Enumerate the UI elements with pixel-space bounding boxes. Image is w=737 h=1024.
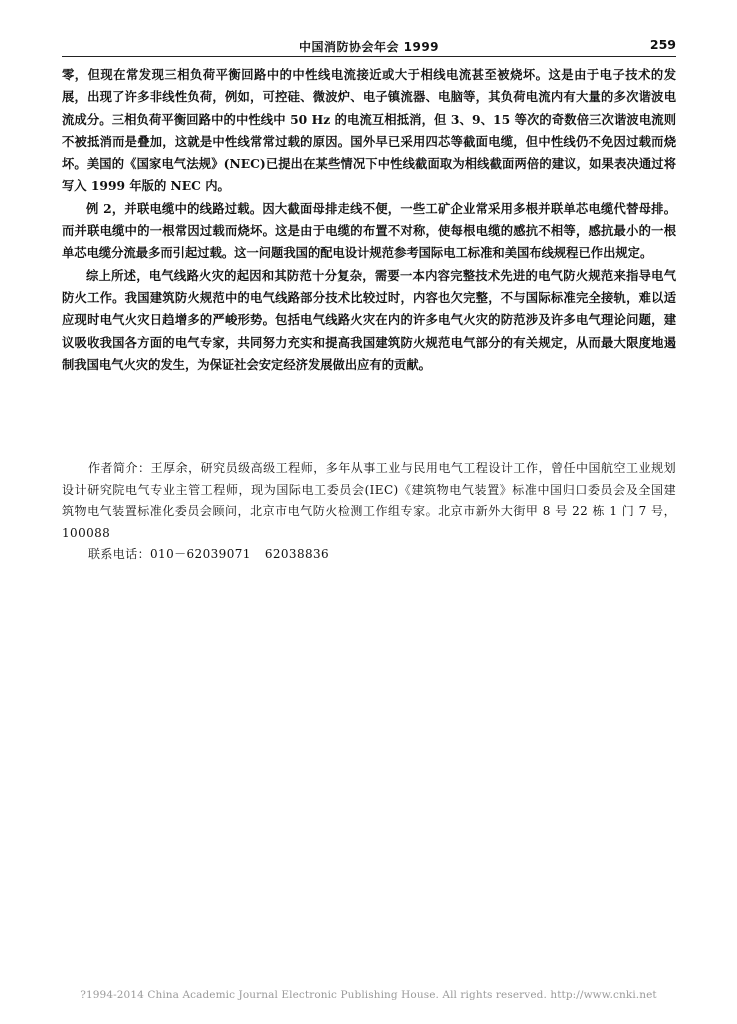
phone-label: 联系电话： (88, 547, 151, 561)
journal-title: 中国消防协会年会 1999 (298, 40, 440, 54)
paragraph-example-2: 例 2，并联电缆中的线路过载。因大截面母排走线不便，一些工矿企业常采用多根并联单芯电缆代替母排。而并联电缆中的一根常因过载而烧坏。这是由于电缆的布置不对称，使每根电缆的感抗不相等，感抗最小的一根单芯电缆分流最多而引起过载。这一问题我国的配电设计规范参考国际电工标准和美国布线规程已作出规定。 (62, 200, 676, 261)
author-bio (62, 458, 676, 566)
running-header (62, 38, 676, 57)
phone-number-1: 010－62039071 (150, 547, 251, 561)
contact-phone (62, 544, 676, 566)
phone-number-2: 62038836 (264, 547, 330, 561)
page-number: 259 (649, 37, 676, 52)
article-body (62, 64, 676, 376)
copyright-footer: ?1994-2014 China Academic Journal Electronic Publishing House. All rights reserved. http://www.cnki.net (80, 989, 657, 1001)
paragraph-conclusion: 综上所述，电气线路火灾的起因和其防范十分复杂，需要一本内容完整技术先进的电气防火规范来指导电气防火工作。我国建筑防火规范中的电气线路部分技术比较过时，内容也欠完整，不与国际标准完全接轨，难以适应现时电气火灾日趋增多的严峻形势。包括电气线路火灾在内的许多电气火灾的防范涉及许多电气理论问题，建议吸收我国各方面的电气专家，共同努力充实和提高我国建筑防火规范电气部分的有关规定，从而最大限度地遏制我国电气火灾的发生，为保证社会安定经济发展做出应有的贡献。 (62, 267, 676, 372)
author-bio-text: 作者简介：王厚余，研究员级高级工程师，多年从事工业与民用电气工程设计工作，曾任中国航空工业规划设计研究院电气专业主管工程师，现为国际电工委员会(IEC)《建筑物电气装置》标准中国归口委员会及全国建筑物电气装置标准化委员会顾问，北京市电气防火检测工作组专家。北京市新外大街甲 8 号 22 栋 1 门 7 号，100088 (62, 461, 676, 540)
paragraph-continued: 零，但现在常发现三相负荷平衡回路中的中性线电流接近或大于相线电流甚至被烧坏。这是由于电子技术的发展，出现了许多非线性负荷，例如，可控硅、微波炉、电子镇流器、电脑等，其负荷电流内有大量的多次谐波电流成分。三相负荷平衡回路中的中性线中 50 Hz 的电流互相抵消，但 3、9、15 等次的奇数倍三次谐波电流则不被抵消而是叠加，这就是中性线常常过载的原因。国外早已采用四芯等截面电缆，但中性线仍不免因过载而烧坏。美国的《国家电气法规》(NEC)已提出在某些情况下中性线截面取为相线截面两倍的建议，如果表决通过将写入 1999 年版的 NEC 内。 (62, 67, 676, 194)
